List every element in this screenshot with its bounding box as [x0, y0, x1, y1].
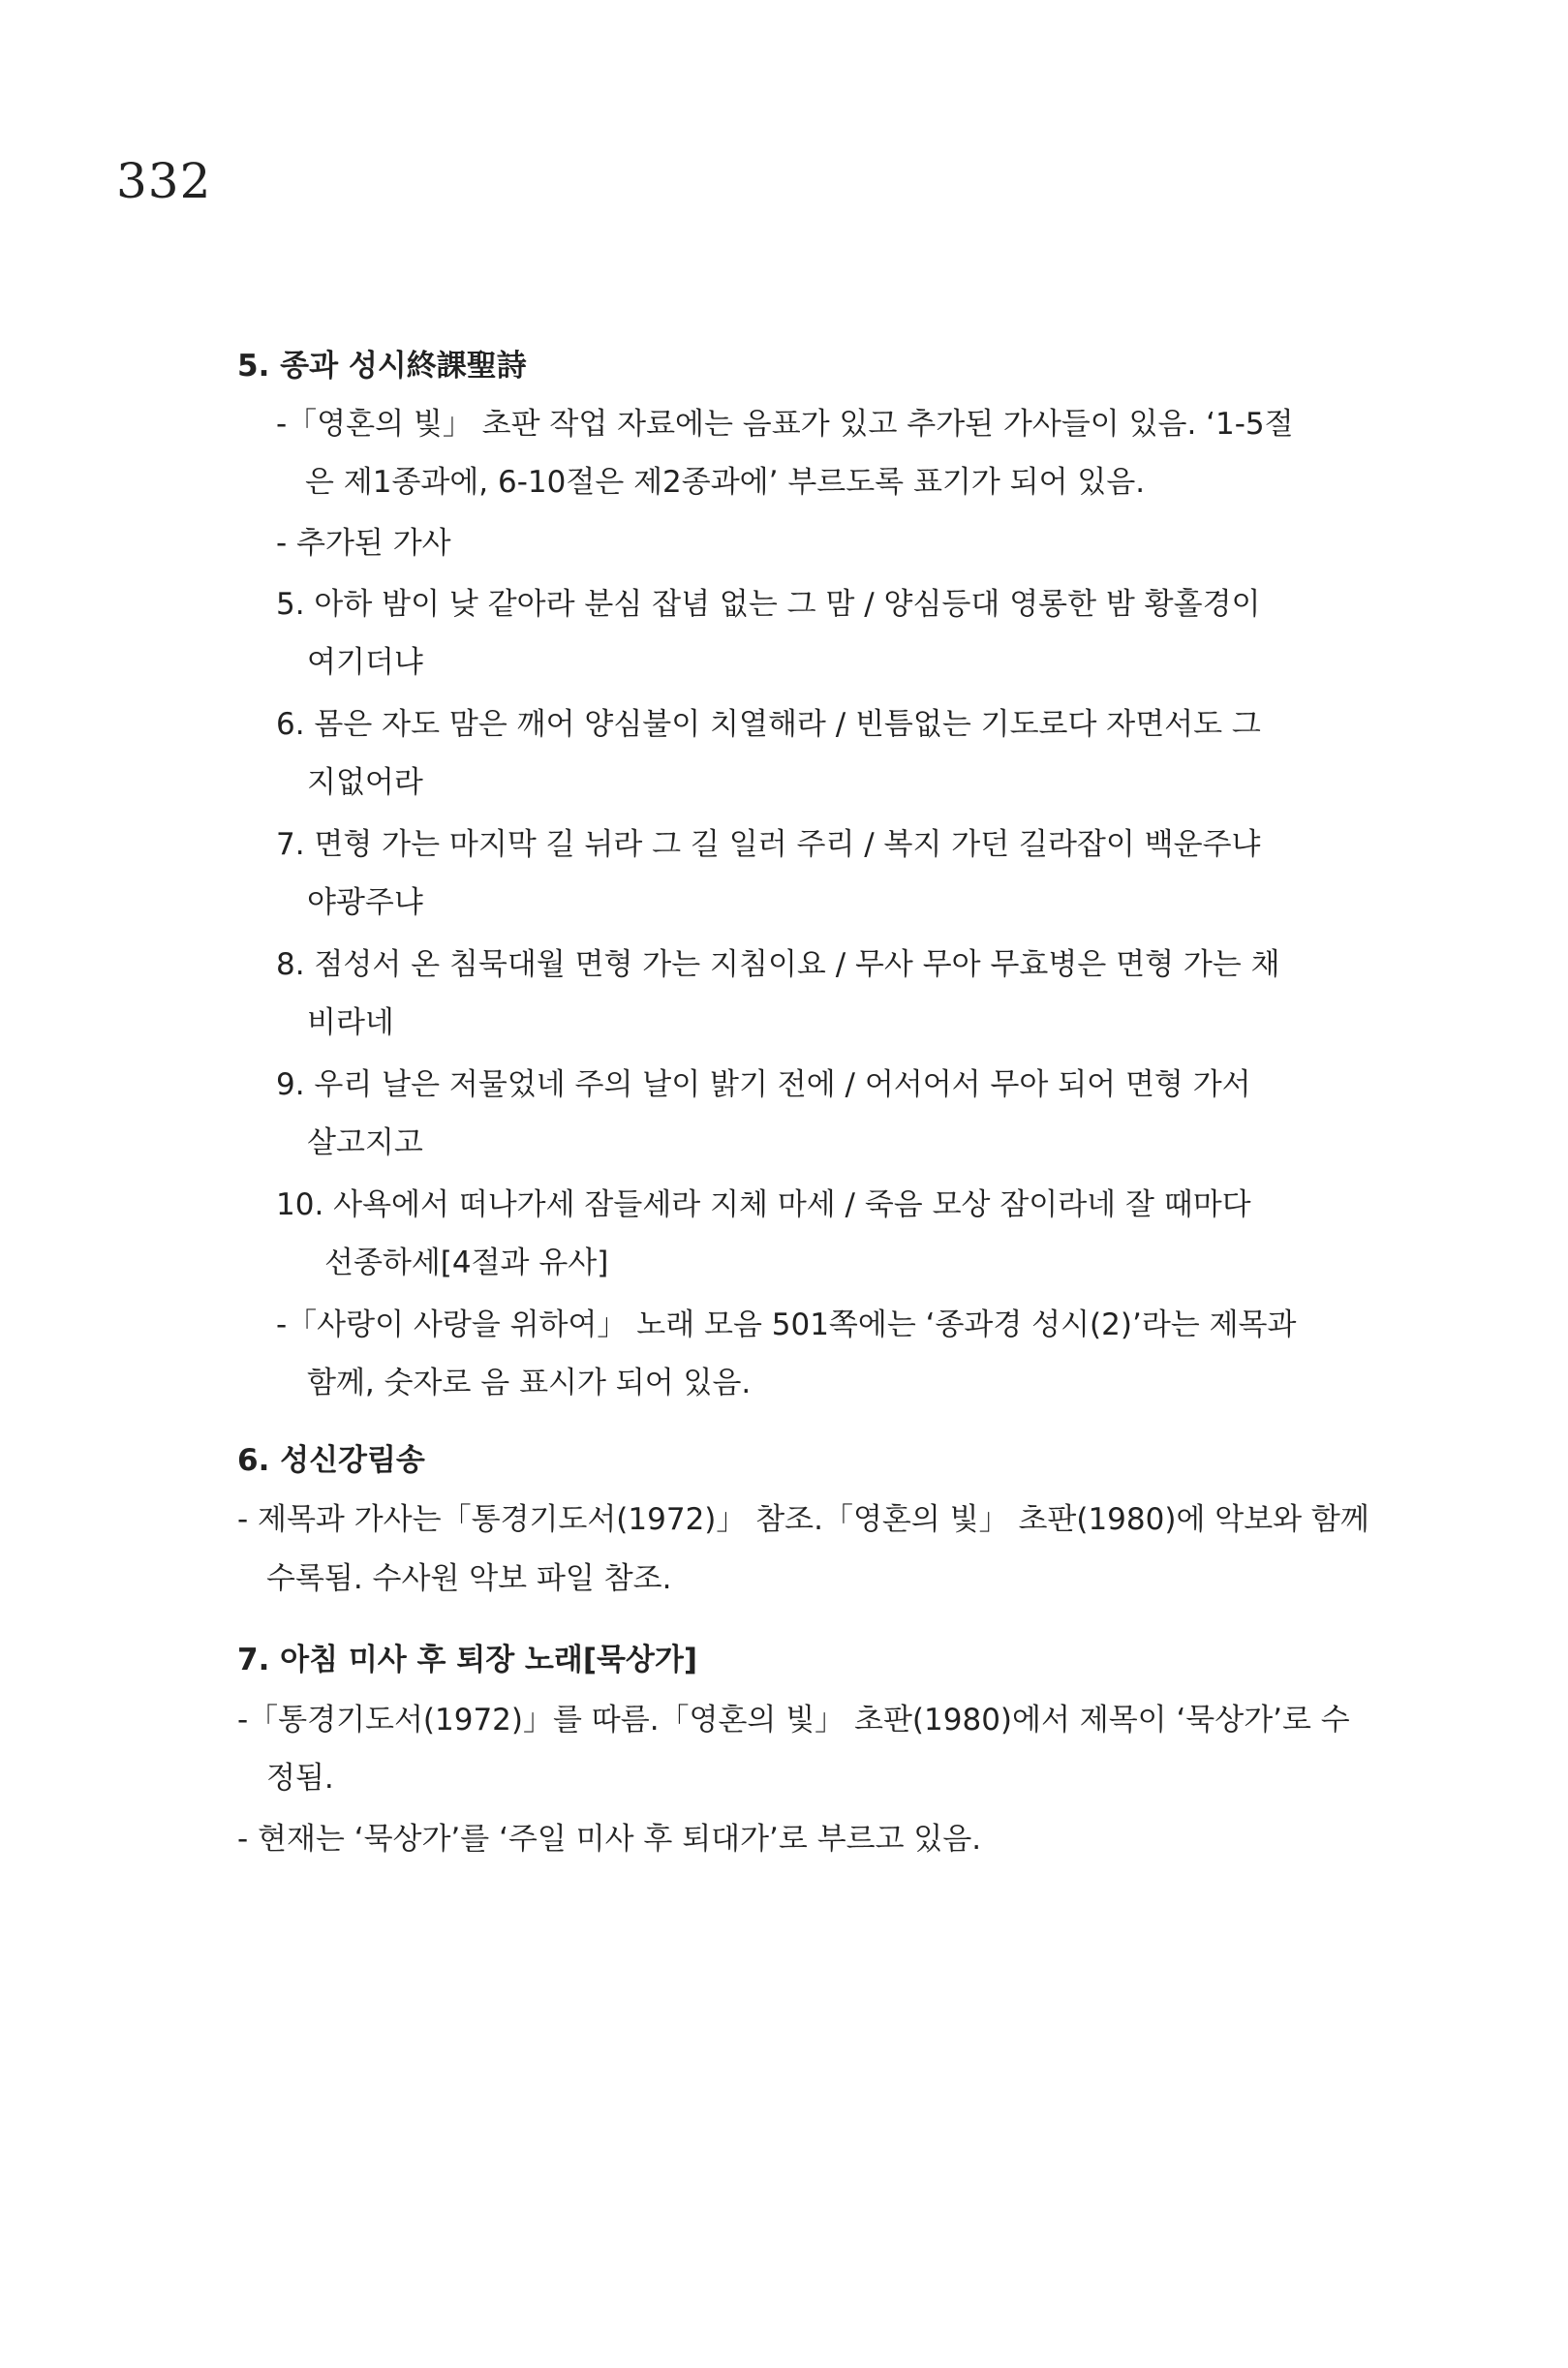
- text-line: 살고지고: [307, 1125, 423, 1160]
- text-line: -「사랑이 사랑을 위하여」 노래 모음 501쪽에는 ‘종과경 성시(2)’라는 제목과: [276, 1307, 1297, 1342]
- text-line: -「영혼의 빛」 초판 작업 자료에는 음표가 있고 추가된 가사들이 있음. ‘1-5절: [276, 407, 1294, 442]
- text-line: 5. 아하 밤이 낮 같아라 분심 잡념 없는 그 맘 / 양심등대 영롱한 밤 황홀경이: [276, 587, 1261, 622]
- text-line: 선종하세[4절과 유사]: [324, 1246, 609, 1280]
- text-line: 수록됨. 수사원 악보 파일 참조.: [266, 1561, 672, 1596]
- text-line: 함께, 숫자로 음 표시가 되어 있음.: [307, 1366, 752, 1400]
- text-line: - 현재는 ‘묵상가’를 ‘주일 미사 후 퇴대가’로 부르고 있음.: [237, 1822, 982, 1857]
- text-line: 6. 몸은 자도 맘은 깨어 양심불이 치열해라 / 빈틈없는 기도로다 자면서도 그: [276, 707, 1261, 742]
- text-line: - 추가된 가사: [276, 526, 451, 561]
- text-line: 여기더냐: [307, 645, 423, 680]
- text-line: 야광주냐: [307, 885, 423, 920]
- text-line: 7. 면형 가는 마지막 길 뉘라 그 길 일러 주리 / 복지 가던 길라잡이 백운주냐: [276, 827, 1261, 862]
- section-heading: 6. 성신강림송: [237, 1443, 425, 1478]
- text-line: 8. 점성서 온 침묵대월 면형 가는 지침이요 / 무사 무아 무효병은 면형 가는 채: [276, 947, 1280, 982]
- section-heading: 7. 아침 미사 후 퇴장 노래[묵상가]: [237, 1643, 697, 1677]
- text-line: 9. 우리 날은 저물었네 주의 날이 밝기 전에 / 어서어서 무아 되어 면형 가서: [276, 1067, 1251, 1102]
- section-heading: 5. 종과 성시終課聖詩: [237, 349, 527, 384]
- text-line: -「통경기도서(1972)」를 따름.「영혼의 빛」 초판(1980)에서 제목이 ‘묵상가’로 수: [237, 1703, 1350, 1738]
- text-line: 10. 사욕에서 떠나가세 잠들세라 지체 마세 / 죽음 모상 잠이라네 잘 때마다: [276, 1187, 1251, 1222]
- text-line: - 제목과 가사는「통경기도서(1972)」 참조.「영혼의 빛」 초판(1980)에 악보와 함께: [237, 1502, 1369, 1537]
- text-line: 정됨.: [266, 1761, 334, 1796]
- text-line: 비라네: [307, 1005, 394, 1040]
- page-number: 332: [116, 153, 212, 209]
- text-line: 은 제1종과에, 6-10절은 제2종과에’ 부르도록 표기가 되어 있음.: [305, 465, 1146, 500]
- text-line: 지없어라: [307, 765, 423, 800]
